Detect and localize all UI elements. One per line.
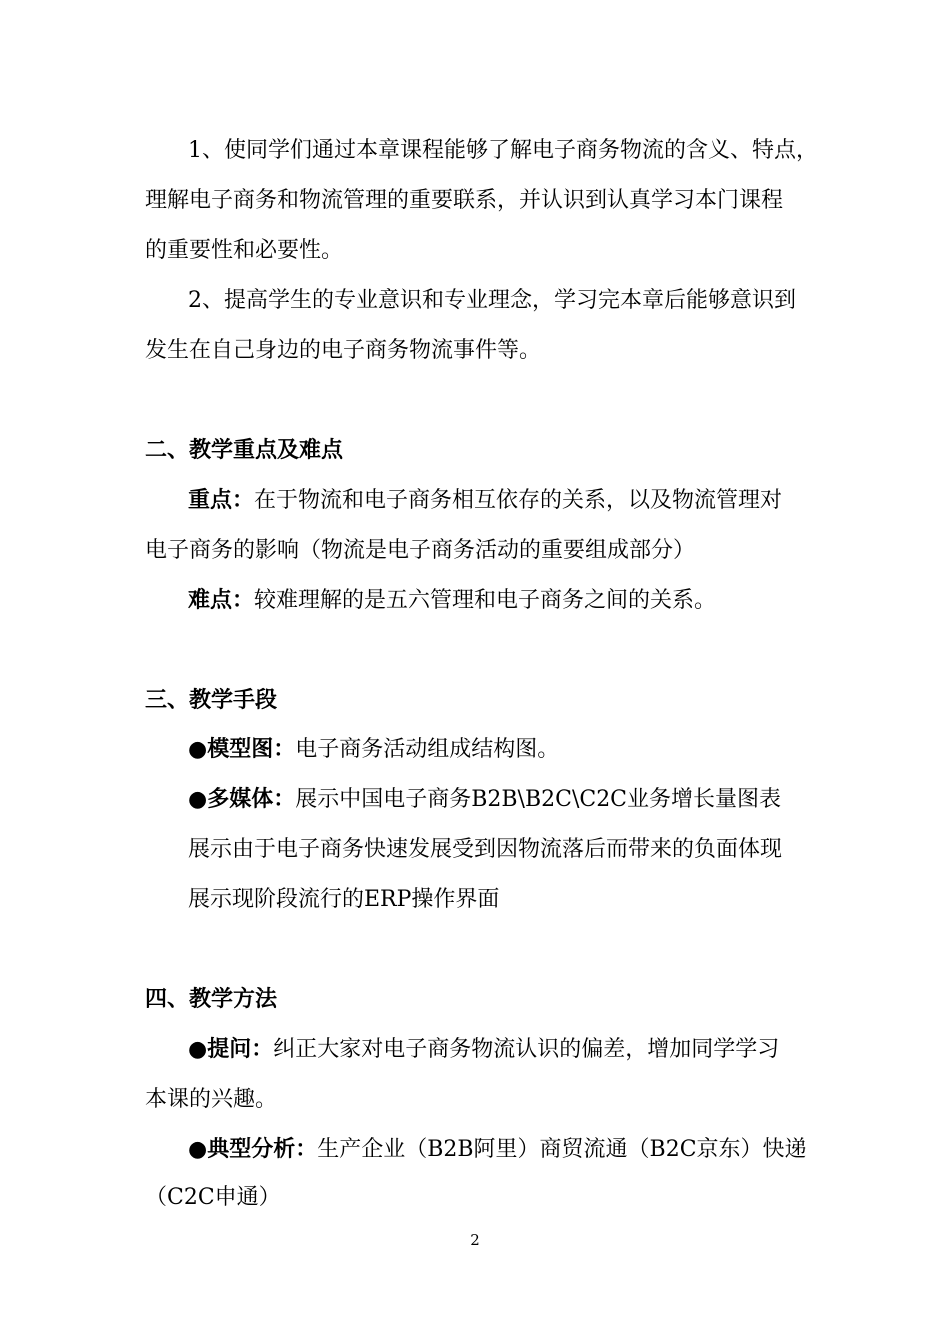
difficulty-line — [188, 586, 716, 616]
media-line-3: 展示现阶段流行的ERP操作界面 — [188, 887, 500, 912]
model-text: 电子商务活动组成结构图。 — [295, 737, 560, 762]
objective-2-line-2: 发生在自己身边的电子商务物流事件等。 — [145, 338, 542, 363]
key-point-label: 重点： — [188, 488, 255, 513]
case-text-1: 生产企业（B2B阿里）商贸流通（B2C京东）快递 — [317, 1137, 807, 1162]
objective-1-line-1: 1、使同学们通过本章课程能够了解电子商务物流的含义、特点， — [188, 138, 818, 163]
media-line-1 — [188, 785, 781, 815]
key-point-line-1 — [188, 486, 782, 516]
question-line-2: 本课的兴趣。 — [145, 1087, 278, 1112]
question-text-1: 纠正大家对电子商务物流认识的偏差，增加同学学习 — [273, 1037, 780, 1062]
section-3-heading: 三、教学手段 — [145, 688, 278, 713]
media-text-1: 展示中国电子商务B2B\B2C\C2C业务增长量图表 — [295, 787, 782, 812]
question-label: ●提问： — [188, 1037, 274, 1062]
section-4-heading: 四、教学方法 — [145, 987, 278, 1012]
key-point-text: 在于物流和电子商务相互依存的关系，以及物流管理对 — [254, 488, 783, 513]
model-line — [188, 735, 559, 765]
difficulty-label: 难点： — [188, 588, 255, 613]
key-point-line-2: 电子商务的影响（物流是电子商务活动的重要组成部分） — [145, 538, 696, 563]
case-line-2: （C2C申通） — [145, 1185, 281, 1210]
objective-2-line-1: 2、提高学生的专业意识和专业理念，学习完本章后能够意识到 — [188, 288, 796, 313]
objective-1-line-2: 理解电子商务和物流管理的重要联系，并认识到认真学习本门课程 — [145, 188, 784, 213]
media-label: ●多媒体： — [188, 787, 296, 812]
page-number: 2 — [470, 1231, 480, 1249]
case-line-1 — [188, 1135, 807, 1165]
difficulty-text: 较难理解的是五六管理和电子商务之间的关系。 — [254, 588, 717, 613]
objective-1-line-3: 的重要性和必要性。 — [145, 238, 344, 263]
question-line-1 — [188, 1035, 779, 1065]
media-line-2: 展示由于电子商务快速发展受到因物流落后而带来的负面体现 — [188, 837, 783, 862]
model-label: ●模型图： — [188, 737, 296, 762]
section-2-heading: 二、教学重点及难点 — [145, 438, 344, 463]
case-label: ●典型分析： — [188, 1137, 318, 1162]
